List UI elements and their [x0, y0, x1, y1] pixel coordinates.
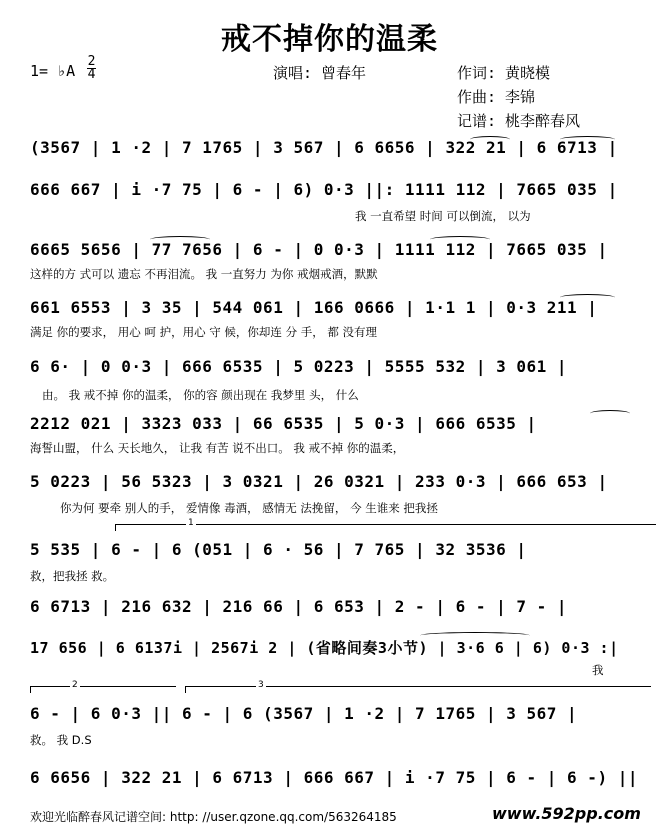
song-title: 戒不掉你的温柔: [221, 22, 438, 57]
lyrics-row-6: 海誓山盟， 什么 天长地久， 让我 有苦 说不出口。 我 戒不掉 你的温柔，: [30, 441, 405, 455]
slur: [150, 236, 210, 243]
time-signature-top: 2: [87, 54, 96, 69]
footer-text: 欢迎光临醉春风记谱空间: http: //user.qzone.qq.com/563264185: [30, 810, 397, 824]
slur: [470, 136, 510, 143]
time-signature: [87, 56, 96, 81]
lyrics-row-7: 你为何 要牵 别人的手， 爱情像 毒酒， 感情无 法挽留， 今 生谁来 把我拯: [60, 501, 438, 515]
score-row-8: 5 535 | 6 - | 6 (051 | 6 · 56 | 7 765 | 32 3536 |: [30, 540, 527, 559]
score-row-3: 6665 5656 | 77 7656 | 6 - | 0 0·3 | 1111 112 | 7665 035 |: [30, 240, 608, 259]
slur: [560, 136, 615, 143]
ending-label-2: 2: [72, 680, 78, 690]
score-row-4: 661 6553 | 3 35 | 544 061 | 166 0666 | 1·1 1 | 0·3 211 |: [30, 298, 598, 317]
lyrics-row-4: 满足 你的要求， 用心 呵 护，用心 守 候，你却连 分 手， 都 没有理: [30, 325, 378, 339]
ending-bracket-3: [185, 686, 651, 693]
lyrics-row-8: 救，把我拯 救。: [30, 569, 115, 583]
score-row-9: 6 6713 | 216 632 | 216 66 | 6 653 | 2 - | 6 - | 7 - |: [30, 597, 568, 616]
lyricist-credit: 作词: 黄晓模: [457, 64, 551, 82]
ending-label-1: 1: [188, 518, 194, 528]
slur: [560, 294, 615, 301]
lyrics-row-10: 我: [592, 663, 604, 677]
score-row-7: 5 0223 | 56 5323 | 3 0321 | 26 0321 | 233 0·3 | 666 653 |: [30, 472, 608, 491]
score-row-10: 17 656 | 6 6137i | 2567i 2 | (省略间奏3小节) | 3·6 6 | 6) 0·3 :|: [30, 639, 619, 657]
transcriber-credit: 记谱: 桃李醉春风: [457, 112, 581, 130]
slur: [430, 236, 490, 243]
footer-site: www.592pp.com: [492, 804, 641, 823]
key-signature: 1= ♭A: [30, 62, 76, 80]
lyrics-row-3: 这样的方 式可以 遗忘 不再泪流。 我 一直努力 为你 戒烟戒酒，默默: [30, 267, 378, 281]
ending-bracket-1: [115, 524, 656, 531]
time-signature-bottom: 4: [87, 67, 96, 82]
slur: [590, 410, 630, 417]
score-row-6: 2212 021 | 3323 033 | 66 6535 | 5 0·3 | 666 6535 |: [30, 414, 537, 433]
slur: [420, 632, 530, 639]
lyrics-row-2: 我 一直希望 时间 可以倒流， 以为: [355, 209, 531, 223]
ending-label-3: 3: [258, 680, 264, 690]
score-row-12: 6 6656 | 322 21 | 6 6713 | 666 667 | i ·7 75 | 6 - | 6 -) ||: [30, 768, 638, 787]
score-row-5: 6 6· | 0 0·3 | 666 6535 | 5 0223 | 5555 532 | 3 061 |: [30, 357, 568, 376]
lyrics-row-11: 救。 我 D.S: [30, 733, 92, 747]
score-row-11: 6 - | 6 0·3 || 6 - | 6 (3567 | 1 ·2 | 7 1765 | 3 567 |: [30, 704, 578, 723]
singer-credit: 演唱: 曾春年: [273, 64, 367, 82]
lyrics-row-5: 由。 我 戒不掉 你的温柔， 你的容 颜出现在 我梦里 头， 什么: [42, 388, 359, 402]
ending-bracket-2: [30, 686, 176, 693]
score-row-1: (3567 | 1 ·2 | 7 1765 | 3 567 | 6 6656 | 322 21 | 6 6713 |: [30, 138, 618, 157]
composer-credit: 作曲: 李锦: [457, 88, 536, 106]
score-row-2: 666 667 | i ·7 75 | 6 - | 6) 0·3 ||: 1111 112 | 7665 035 |: [30, 180, 618, 199]
